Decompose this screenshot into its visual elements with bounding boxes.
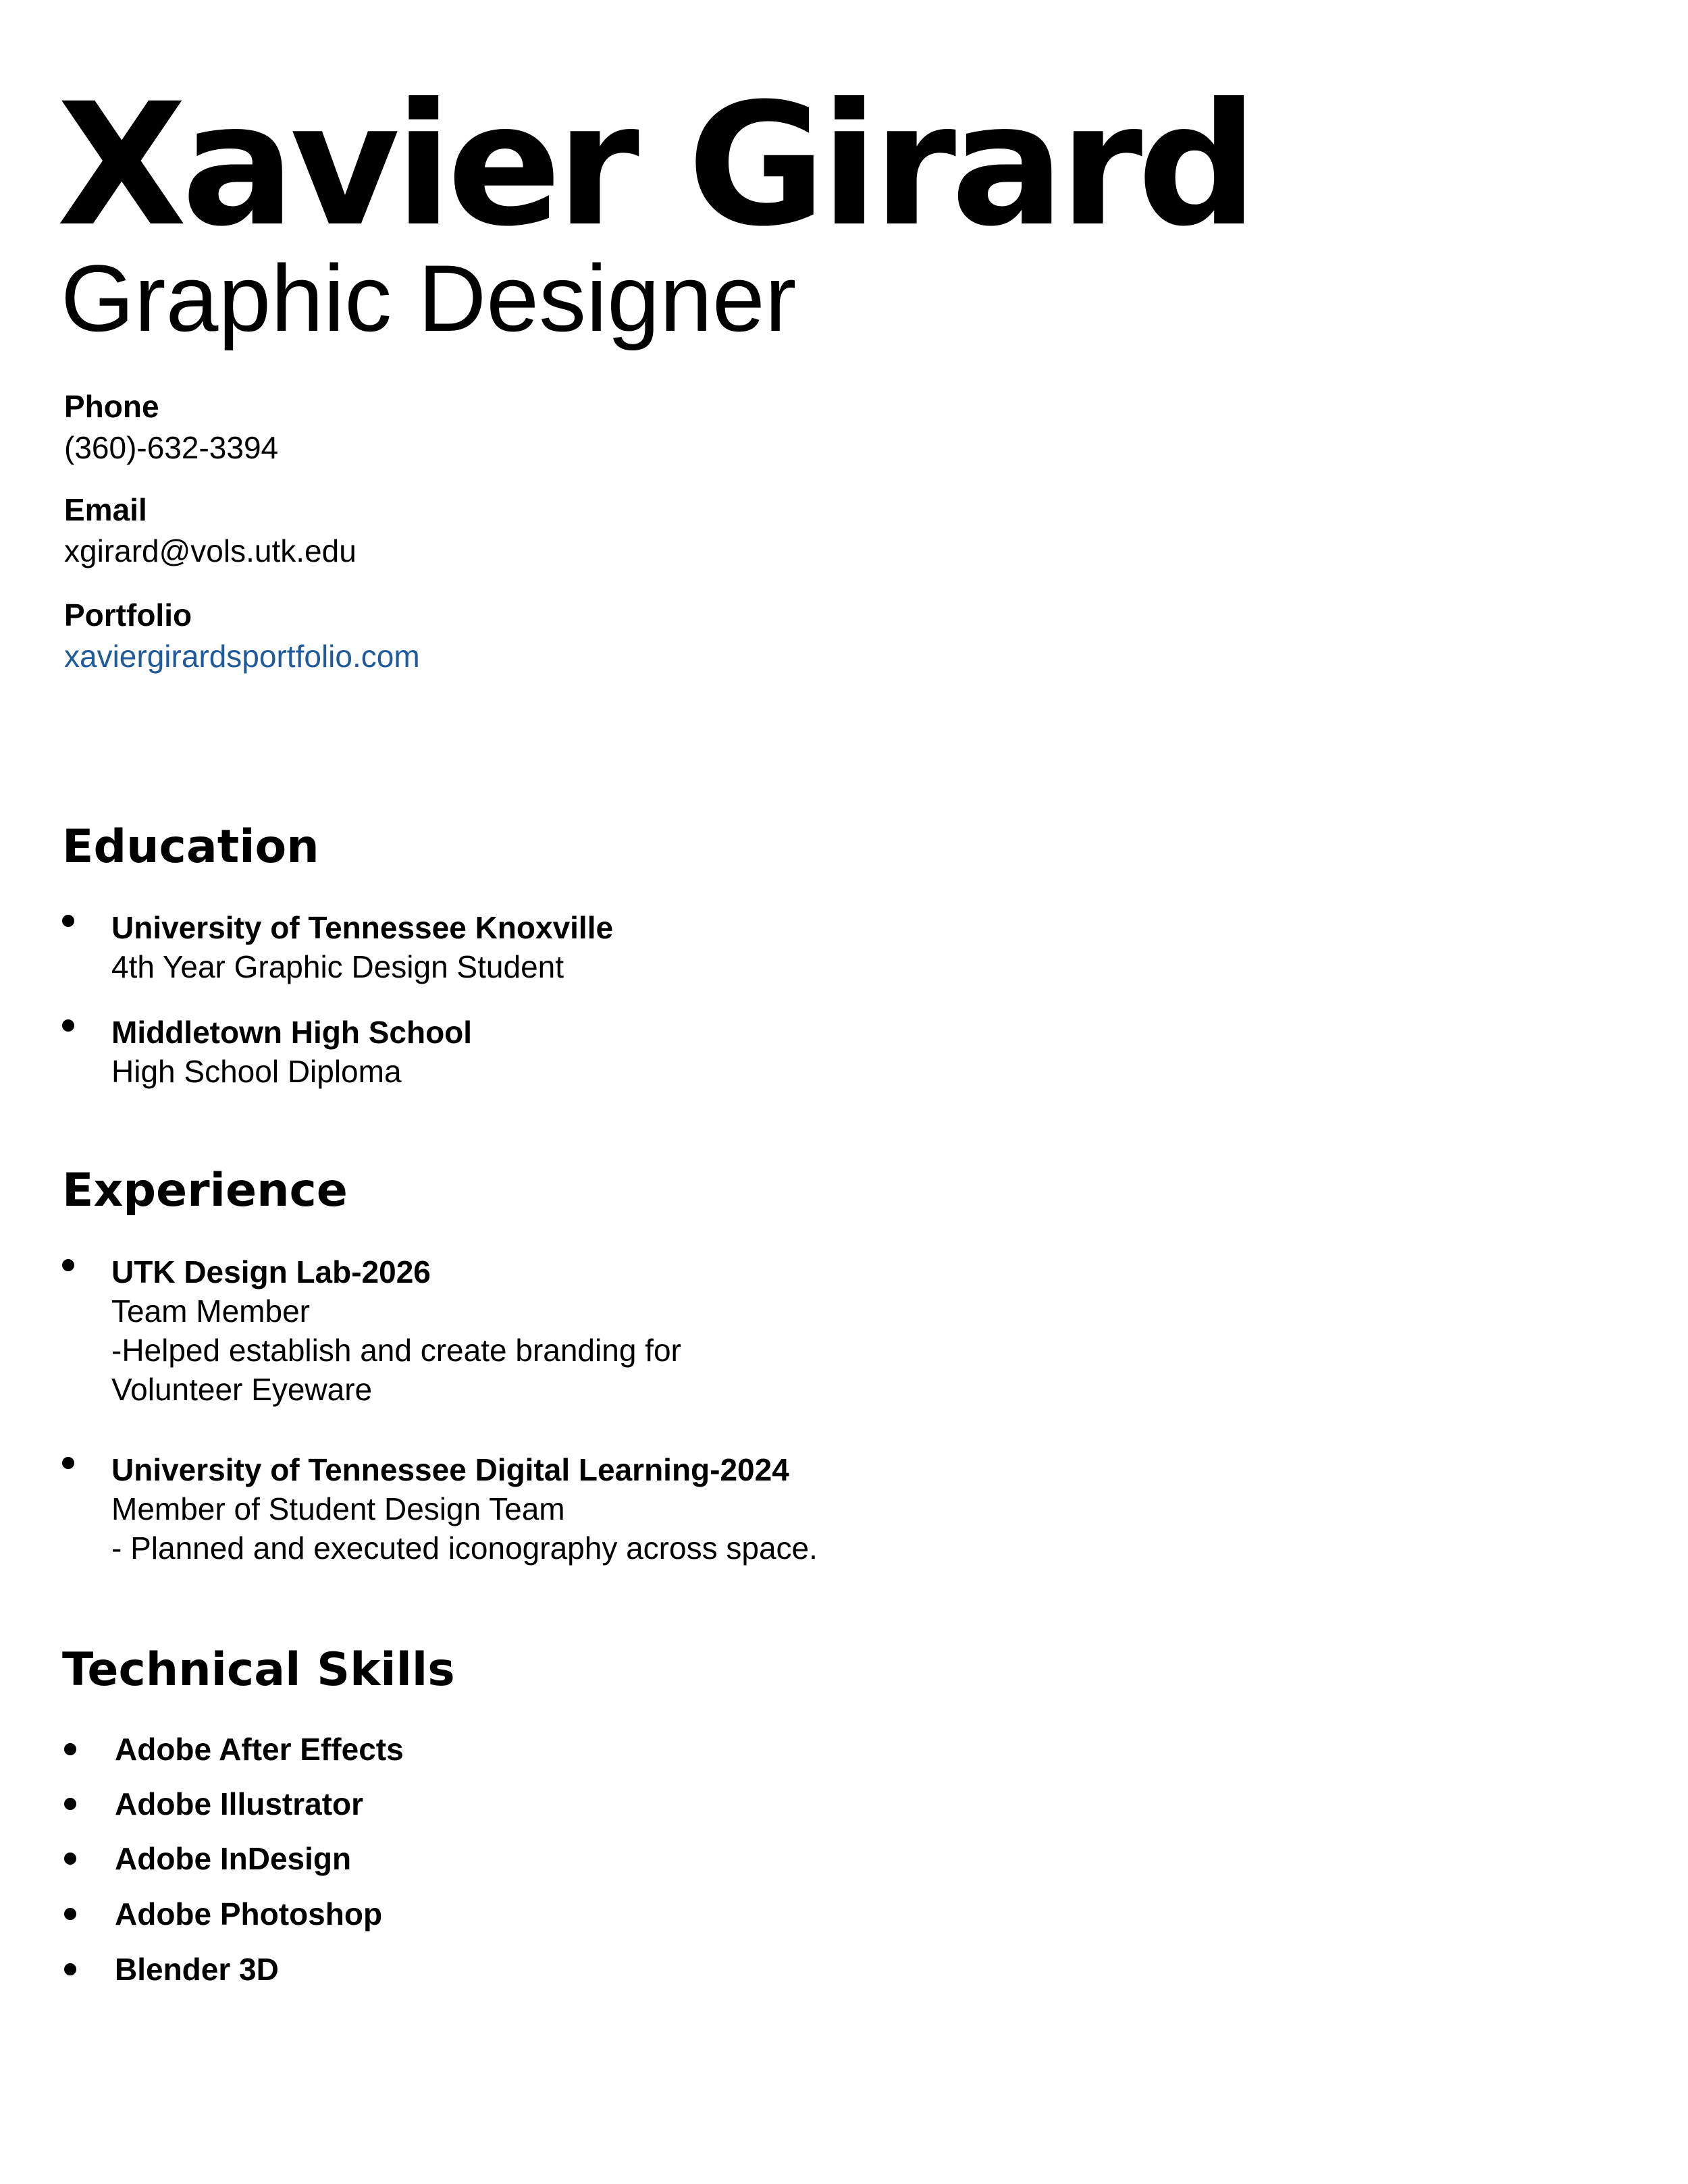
bullet-icon xyxy=(62,1019,74,1032)
skill-label: Adobe InDesign xyxy=(115,1841,352,1876)
portfolio-label: Portfolio xyxy=(64,597,192,633)
bullet-icon xyxy=(64,1743,76,1755)
phone-value: (360)-632-3394 xyxy=(64,430,279,465)
phone-label: Phone xyxy=(64,389,159,424)
experience-item xyxy=(62,1450,1075,1572)
education-school: University of Tennessee Knoxville xyxy=(111,910,614,945)
skill-item xyxy=(64,1950,604,1990)
education-school: Middletown High School xyxy=(111,1015,473,1050)
education-detail: High School Diploma xyxy=(111,1054,402,1089)
experience-heading: Experience xyxy=(62,1164,348,1217)
bullet-icon xyxy=(62,1259,74,1271)
skill-label: Adobe Illustrator xyxy=(115,1786,364,1821)
education-item xyxy=(62,908,1075,989)
resume-name: Xavier Girard xyxy=(57,67,1253,263)
education-heading: Education xyxy=(62,820,319,874)
education-detail: 4th Year Graphic Design Student xyxy=(111,949,564,984)
skill-item xyxy=(64,1839,604,1880)
experience-detail: - Planned and executed iconography across space. xyxy=(111,1530,818,1566)
skill-item xyxy=(64,1784,604,1825)
skill-label: Adobe After Effects xyxy=(115,1732,404,1767)
skill-item xyxy=(64,1894,604,1935)
skills-heading: Technical Skills xyxy=(62,1643,455,1697)
skill-label: Blender 3D xyxy=(115,1952,279,1987)
email-value: xgirard@vols.utk.edu xyxy=(64,533,357,568)
bullet-icon xyxy=(64,1963,76,1975)
bullet-icon xyxy=(64,1798,76,1810)
resume-job-title: Graphic Designer xyxy=(61,245,797,351)
email-label: Email xyxy=(64,492,147,527)
experience-role: Member of Student Design Team xyxy=(111,1491,565,1526)
experience-detail: -Helped establish and create branding for xyxy=(111,1333,681,1368)
experience-title: UTK Design Lab-2026 xyxy=(111,1254,431,1289)
skill-label: Adobe Photoshop xyxy=(115,1896,383,1932)
bullet-icon xyxy=(62,1457,74,1469)
bullet-icon xyxy=(64,1853,76,1865)
portfolio-link[interactable]: xaviergirardsportfolio.com xyxy=(64,639,420,674)
bullet-icon xyxy=(64,1908,76,1920)
experience-title: University of Tennessee Digital Learning-2024 xyxy=(111,1452,789,1487)
skill-item xyxy=(64,1730,604,1770)
education-item xyxy=(62,1013,1075,1094)
experience-item xyxy=(62,1252,1075,1414)
experience-detail: Volunteer Eyeware xyxy=(111,1372,373,1407)
experience-role: Team Member xyxy=(111,1294,310,1329)
bullet-icon xyxy=(62,915,74,927)
